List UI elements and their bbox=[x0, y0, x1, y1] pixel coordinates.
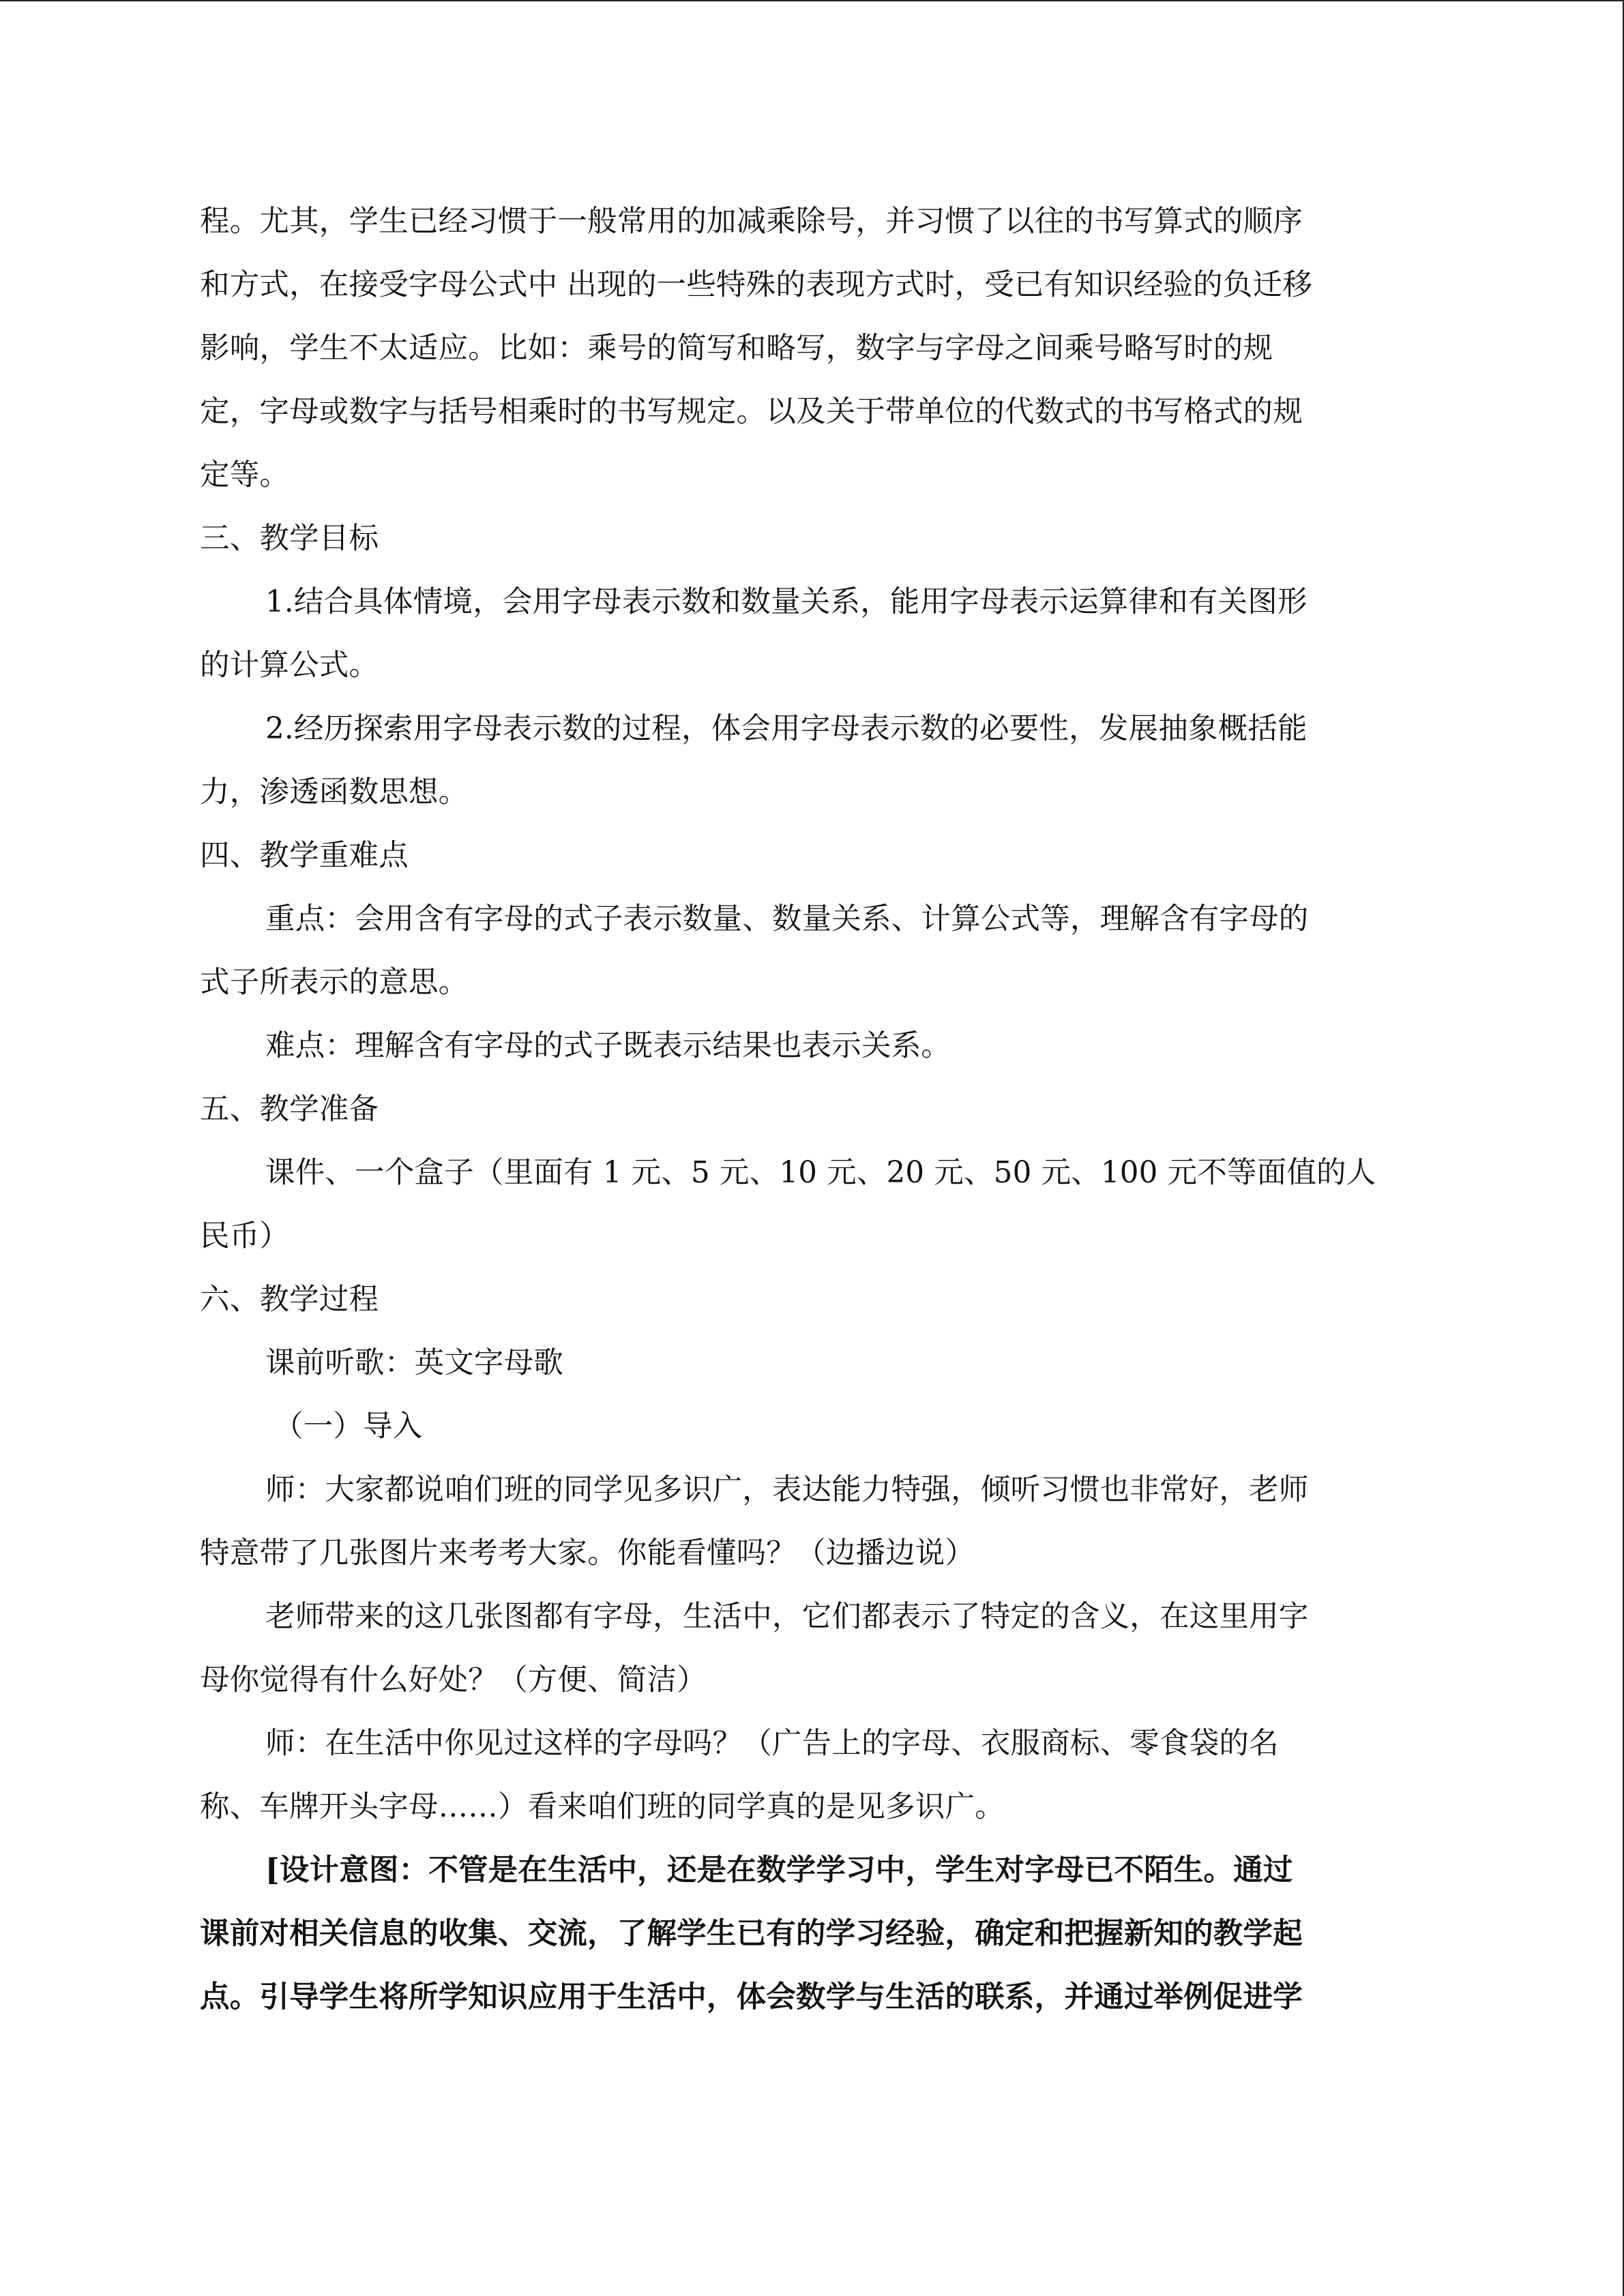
subsection-intro-heading: （一）导入 bbox=[274, 1410, 423, 1444]
teacher-dialogue-line: 老师带来的这几张图都有字母，生活中，它们都表示了特定的含义，在这里用字 bbox=[265, 1600, 1309, 1634]
section-heading-preparation: 五、教学准备 bbox=[200, 1092, 379, 1127]
design-intent-line: [设计意图：不管是在生活中，还是在数学学习中，学生对字母已不陌生。通过 bbox=[265, 1853, 1293, 1888]
goal-2-line: 力，渗透函数思想。 bbox=[200, 775, 469, 809]
paragraph-line: 程。尤其，学生已经习惯于一般常用的加减乘除号，并习惯了以往的书写算式的顺序 bbox=[200, 205, 1303, 239]
difficulty-line: 难点：理解含有字母的式子既表示结果也表示关系。 bbox=[265, 1029, 951, 1063]
key-point-line: 式子所表示的意思。 bbox=[200, 966, 469, 1000]
paragraph-line: 定等。 bbox=[200, 458, 290, 492]
section-heading-process: 六、教学过程 bbox=[200, 1283, 379, 1317]
pre-class-song: 课前听歌：英文字母歌 bbox=[265, 1346, 563, 1380]
paragraph-line: 定，字母或数字与括号相乘时的书写规定。以及关于带单位的代数式的书写格式的规 bbox=[200, 395, 1303, 429]
preparation-line: 课件、一个盒子（里面有 1 元、5 元、10 元、20 元、50 元、100 元不等面值的人 bbox=[265, 1156, 1376, 1190]
section-heading-key-points: 四、教学重难点 bbox=[200, 839, 409, 873]
teacher-dialogue-line: 称、车牌开头字母……）看来咱们班的同学真的是见多识广。 bbox=[200, 1790, 1005, 1824]
teacher-dialogue-line: 母你觉得有什么好处？（方便、简洁） bbox=[200, 1663, 707, 1697]
section-heading-goals: 三、教学目标 bbox=[200, 522, 379, 556]
teacher-dialogue-line: 特意带了几张图片来考考大家。你能看懂吗？（边播边说） bbox=[200, 1536, 975, 1570]
paragraph-line: 和方式，在接受字母公式中 出现的一些特殊的表现方式时，受已有知识经验的负迁移 bbox=[200, 268, 1312, 302]
design-intent-line: 课前对相关信息的收集、交流，了解学生已有的学习经验，确定和把握新知的教学起 bbox=[200, 1916, 1303, 1951]
teacher-dialogue-line: 师：在生活中你见过这样的字母吗？（广告上的字母、衣服商标、零食袋的名 bbox=[265, 1727, 1279, 1761]
goal-1-line: 的计算公式。 bbox=[200, 648, 379, 683]
design-intent-line: 点。引导学生将所学知识应用于生活中，体会数学与生活的联系，并通过举例促进学 bbox=[200, 1980, 1303, 2014]
teacher-dialogue-line: 师：大家都说咱们班的同学见多识广，表达能力特强，倾听习惯也非常好，老师 bbox=[265, 1473, 1309, 1507]
goal-1-line: 1.结合具体情境，会用字母表示数和数量关系，能用字母表示运算律和有关图形 bbox=[265, 585, 1308, 619]
key-point-line: 重点：会用含有字母的式子表示数量、数量关系、计算公式等，理解含有字母的 bbox=[265, 902, 1309, 936]
paragraph-line: 影响，学生不太适应。比如：乘号的简写和略写，数字与字母之间乘号略写时的规 bbox=[200, 331, 1273, 366]
goal-2-line: 2.经历探索用字母表示数的过程，体会用字母表示数的必要性，发展抽象概括能 bbox=[265, 712, 1308, 746]
preparation-line: 民币） bbox=[200, 1219, 290, 1253]
